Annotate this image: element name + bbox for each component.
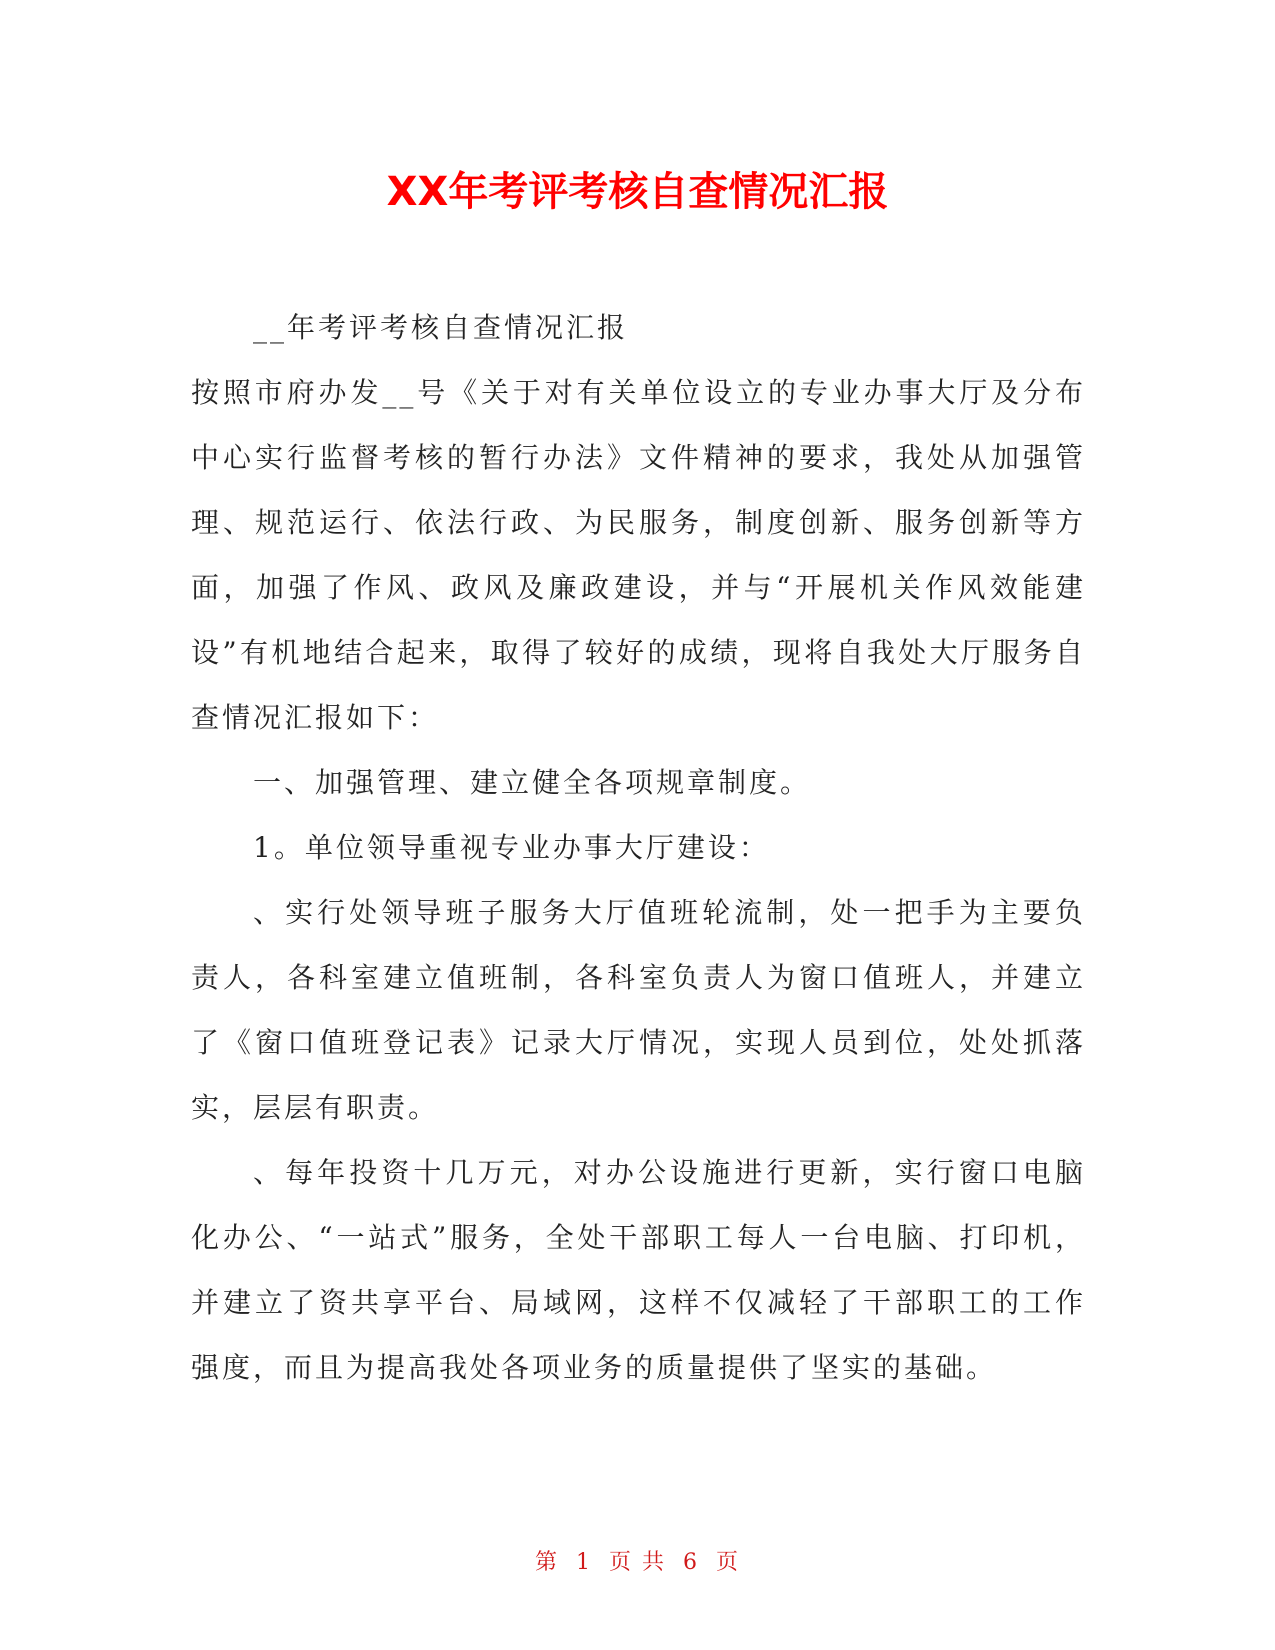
paragraph-investment: 、每年投资十几万元，对办公设施进行更新，实行窗口电脑化办公、“一站式”服务，全处干部职工每人一台电脑、打印机，并建立了资共享平台、局域网，这样不仅减轻了干部职工的工作强度，而且为提高我处各项业务的质量提供了坚实的基础。	[191, 1156, 1086, 1384]
footer-prefix: 第	[534, 1550, 559, 1575]
paragraph-intro: 按照市府办发__号《关于对有关单位设立的专业办事大厅及分布中心实行监督考核的暂行办法》文件精神的要求，我处从加强管理、规范运行、依法行政、为民服务，制度创新、服务创新等方面，加强了作风、政风及廉政建设，并与“开展机关作风效能建设”有机地结合起来，取得了较好的成绩，现将自我处大厅服务自查情况汇报如下：	[191, 376, 1086, 734]
paragraph-subtitle: __年考评考核自查情况汇报	[253, 311, 629, 344]
paragraph-duty-rotation: 、实行处领导班子服务大厅值班轮流制，处一把手为主要负责人，各科室建立值班制，各科室负责人为窗口值班人，并建立了《窗口值班登记表》记录大厅情况，实现人员到位，处处抓落实，层层有职责。	[191, 896, 1086, 1124]
paragraph-item-1: 1。单位领导重视专业办事大厅建设：	[253, 831, 770, 864]
footer-current-page: 1	[576, 1550, 592, 1575]
document-body	[191, 295, 1086, 1400]
paragraph-section-heading: 一、加强管理、建立健全各项规章制度。	[253, 766, 812, 799]
page-footer	[0, 1545, 1275, 1576]
document-title: XX年考评考核自查情况汇报	[386, 169, 889, 215]
footer-middle: 页 共	[609, 1550, 666, 1575]
footer-suffix: 页	[716, 1550, 741, 1575]
footer-total-pages: 6	[683, 1550, 699, 1575]
